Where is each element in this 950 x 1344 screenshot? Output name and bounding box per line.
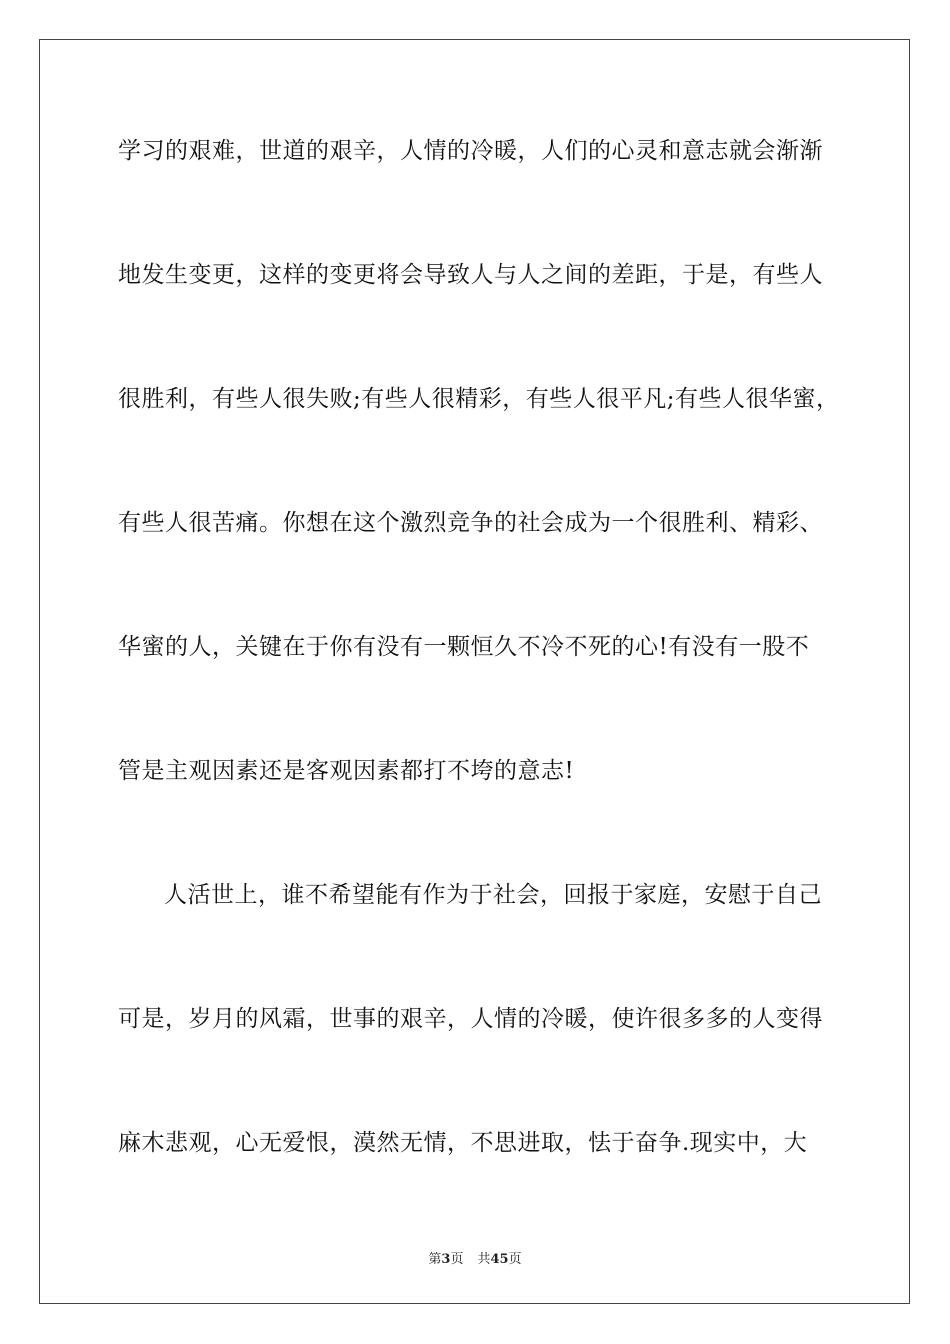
- body-line-2: 地发生变更，这样的变更将会导致人与人之间的差距，于是，有些人: [118, 262, 823, 288]
- body-line-1: 学习的艰难，世道的艰辛，人情的冷暖，人们的心灵和意志就会渐渐: [118, 138, 823, 164]
- page-footer: [0, 1248, 950, 1267]
- body-line-7-paragraph-start: 人活世上，谁不希望能有作为于社会，回报于家庭，安慰于自己: [164, 882, 822, 908]
- page-total-suffix: 页: [508, 1252, 522, 1267]
- page-number-suffix: 页: [450, 1252, 464, 1267]
- body-line-9: 麻木悲观，心无爱恨，漠然无情，不思进取，怯于奋争.现实中，大: [118, 1130, 808, 1156]
- body-line-8: 可是，岁月的风霜，世事的艰辛，人情的冷暖，使许很多多的人变得: [118, 1006, 823, 1032]
- page-border: [39, 39, 910, 1304]
- page-number-prefix: 第: [428, 1252, 442, 1267]
- body-line-4: 有些人很苦痛。你想在这个激烈竞争的社会成为一个很胜利、精彩、: [118, 510, 823, 536]
- page-number-current: 3: [441, 1252, 451, 1267]
- page-total-count: 45: [490, 1252, 509, 1267]
- body-line-6: 管是主观因素还是客观因素都打不垮的意志!: [118, 758, 575, 784]
- page-total-prefix: 共: [477, 1252, 491, 1267]
- body-line-3: 很胜利，有些人很失败;有些人很精彩，有些人很平凡;有些人很华蜜，: [118, 386, 840, 412]
- body-line-5: 华蜜的人，关键在于你有没有一颗恒久不冷不死的心!有没有一股不: [118, 634, 810, 660]
